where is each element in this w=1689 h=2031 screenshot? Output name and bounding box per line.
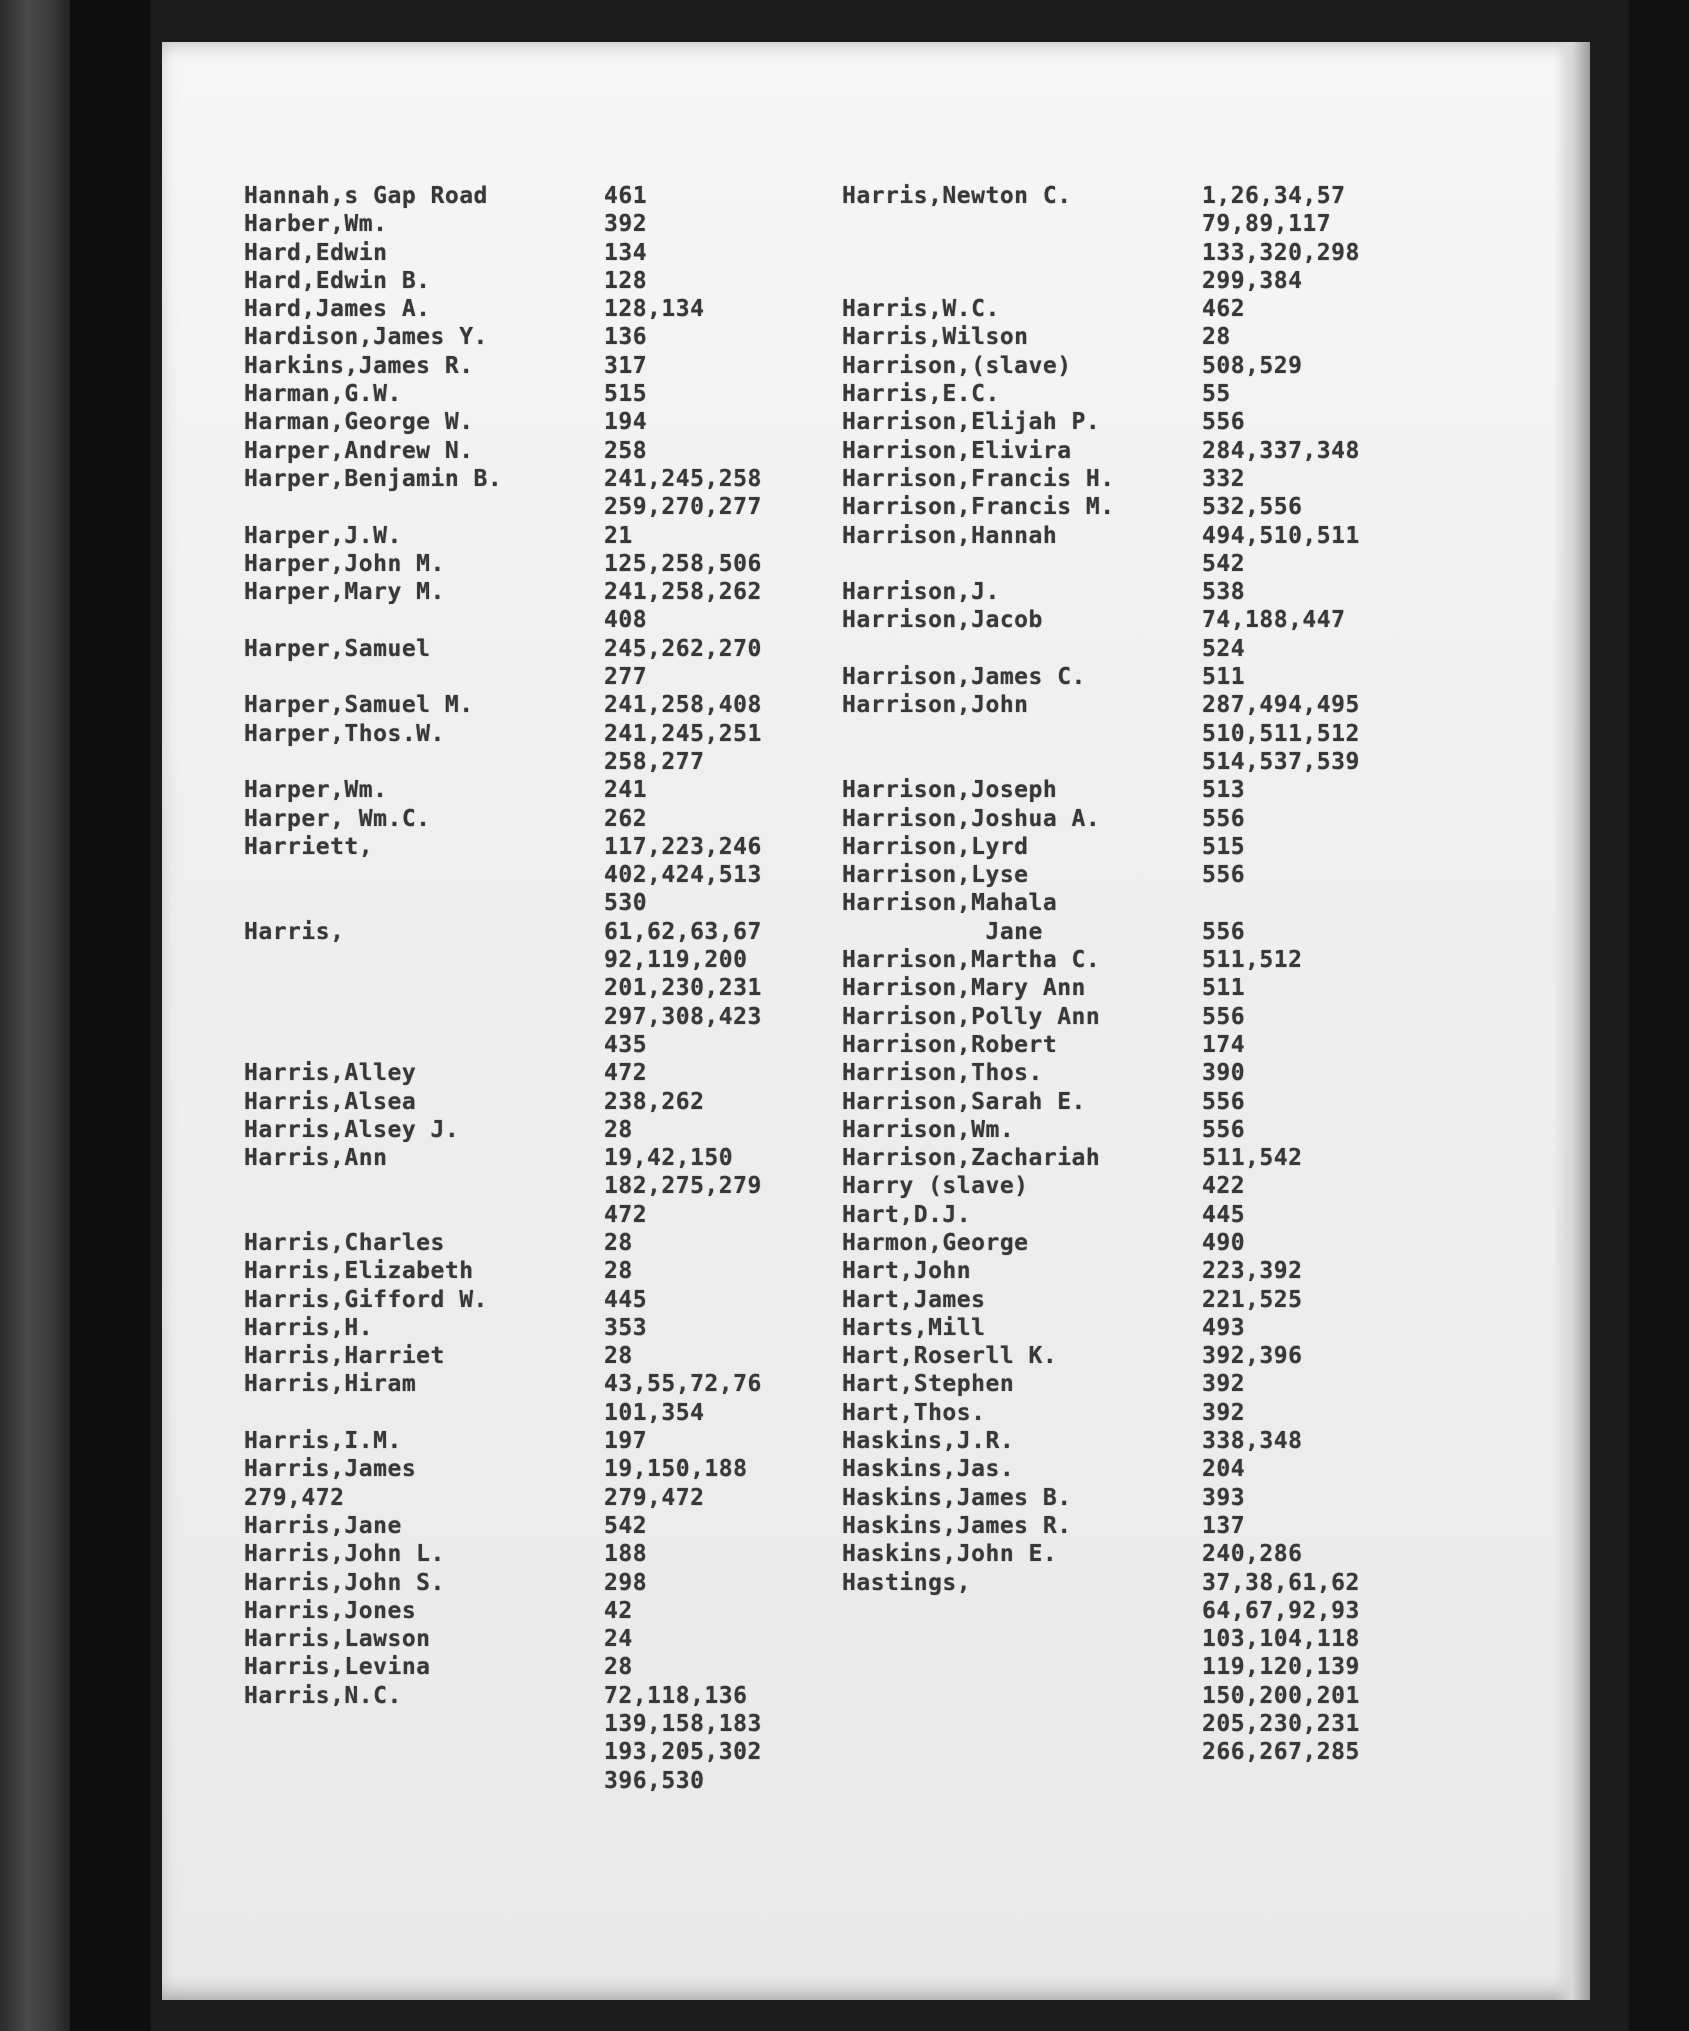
entry-pages: 174 [1202,1031,1246,1058]
entry-pages: 1,26,34,57 79,89,117 133,320,298 299,384 [1202,183,1360,294]
index-entry [842,493,1442,521]
index-entry [244,182,834,210]
entry-pages: 490 [1202,1229,1246,1256]
entry-pages: 493 [1202,1314,1246,1341]
entry-name: Harris,Elizabeth [244,1258,474,1285]
entry-pages: 494,510,511 542 [1202,522,1360,577]
entry-pages: 508,529 [1202,352,1303,379]
index-entry [842,323,1442,351]
entry-pages: 461 [604,183,648,209]
entry-pages: 197 [604,1428,648,1455]
entry-pages: 19,42,150 182,275,279 472 [604,1145,762,1228]
index-entry [842,1569,1442,1767]
entry-pages: 74,188,447 524 [1202,607,1346,662]
index-entry [244,1229,834,1257]
entry-pages: 194 [604,409,648,436]
index-entry [244,1314,834,1342]
index-entry [244,1540,834,1568]
entry-name: Harrison,Lyrd [842,833,1029,860]
entry-name: Harris,W.C. [842,296,1000,323]
entry-name: Harrison,J. [842,579,1000,606]
entry-pages: 42 [604,1597,633,1624]
entry-name: Hart,Thos. [842,1399,986,1426]
index-entry [244,1059,834,1087]
entry-pages: 128,134 [604,296,705,323]
entry-pages: 240,286 [1202,1541,1303,1568]
entry-pages: 241,258,262 408 [604,579,762,634]
index-entry [842,1427,1442,1455]
entry-name: Harper,Thos.W. [244,720,445,747]
index-entry [842,1201,1442,1229]
entry-name: Harrison,Joseph [842,777,1058,804]
entry-pages: 258 [604,437,648,464]
entry-pages: 72,118,136 139,158,183 193,205,302 396,530 [604,1682,762,1794]
entry-pages: 238,262 [604,1088,705,1115]
index-column-left [244,182,834,1795]
entry-pages: 61,62,63,67 92,119,200 201,230,231 297,308,423 435 [604,918,762,1058]
entry-name: Harrison,Francis M. [842,494,1115,521]
entry-pages: 353 [604,1314,648,1341]
index-entry [244,1144,834,1229]
index-entry [842,1455,1442,1483]
entry-name: Harris,Jones [244,1597,417,1624]
index-entry [842,465,1442,493]
entry-name: Harris,Alley [244,1060,417,1087]
entry-name: Harts,Mill [842,1314,986,1341]
entry-pages: 221,525 [1202,1286,1303,1313]
index-entry [244,1088,834,1116]
index-entry [244,295,834,323]
entry-name: Harriett, [244,833,374,860]
index-entry [842,776,1442,804]
index-entry [842,1116,1442,1144]
entry-name: Harris,Hiram [244,1371,417,1398]
entry-pages: 24 [604,1626,633,1653]
index-entry [842,1399,1442,1427]
index-entry [842,974,1442,1002]
entry-pages: 28 [604,1654,633,1681]
entry-pages: 511 [1202,664,1246,691]
entry-name: Harper, Wm.C. [244,805,431,832]
index-entry [842,1257,1442,1285]
entry-name: Haskins,J.R. [842,1428,1015,1455]
entry-name: Harrison,Joshua A. [842,805,1101,832]
entry-pages: 515 [1202,833,1246,860]
entry-pages: 28 [604,1116,633,1143]
entry-pages: 390 [1202,1060,1246,1087]
entry-pages: 37,38,61,62 64,67,92,93 103,104,118 119,120,139 150,200,201 205,230,231 266,267,285 [1202,1569,1360,1766]
index-entry [842,1286,1442,1314]
entry-name: Harrison,John [842,692,1029,719]
index-entry [842,1314,1442,1342]
entry-name: Harris,Alsea [244,1088,417,1115]
index-entry [244,522,834,550]
index-entry [244,352,834,380]
entry-pages: 556 [1202,1088,1246,1115]
entry-pages: 279,472 [604,1484,705,1511]
entry-name: Harris,Ann [244,1145,388,1172]
index-entry [244,408,834,436]
entry-name: Harper,Samuel M. [244,692,474,719]
index-entry [244,720,834,777]
entry-name: Harper,Mary M. [244,579,445,606]
entry-name: Harris,Harriet [244,1343,445,1370]
entry-name: Hart,D.J. [842,1201,972,1228]
entry-name: Harper,Wm. [244,777,388,804]
entry-pages: 556 [1202,409,1246,436]
entry-pages: 392 [1202,1399,1246,1426]
entry-pages: 298 [604,1569,648,1596]
entry-name: Harry (slave) [842,1173,1029,1200]
entry-name: Harrison,Elivira [842,437,1072,464]
entry-name: Harris,John L. [244,1541,445,1568]
entry-name: Harper,John M. [244,550,445,577]
entry-name: Haskins,John E. [842,1541,1058,1568]
index-entry [842,578,1442,606]
index-entry [244,691,834,719]
index-entry [842,1088,1442,1116]
index-entry [842,1172,1442,1200]
index-entry [842,1059,1442,1087]
entry-pages: 136 [604,324,648,351]
index-page [162,42,1590,2000]
entry-name: Harris,Wilson [842,324,1029,351]
entry-name: Hard,Edwin [244,239,388,266]
entry-pages: 332 [1202,465,1246,492]
index-entry [842,1370,1442,1398]
index-entry [244,1625,834,1653]
index-entry [244,833,834,918]
index-entry [244,1569,834,1597]
entry-name: Harris, [244,918,345,945]
entry-name: Harper,Benjamin B. [244,465,503,492]
entry-name: Haskins,Jas. [842,1456,1015,1483]
entry-pages: 538 [1202,579,1246,606]
entry-name: Hannah,s Gap Road [244,183,488,209]
index-entry [842,522,1442,579]
entry-pages: 262 [604,805,648,832]
entry-name: Harris,Gifford W. [244,1286,488,1313]
index-entry [244,1455,834,1483]
entry-name: Harris,Newton C. [842,183,1072,209]
index-entry [842,1540,1442,1568]
entry-name: Hart,John [842,1258,972,1285]
index-entry [244,1597,834,1625]
entry-name: Harrison,Elijah P. [842,409,1101,436]
index-entry [244,1370,834,1427]
entry-pages: 392 [604,211,648,238]
entry-name: Hard,Edwin B. [244,267,431,294]
entry-name: Harrison,Wm. [842,1116,1015,1143]
index-entry [244,1653,834,1681]
entry-pages: 472 [604,1060,648,1087]
entry-pages: 532,556 [1202,494,1303,521]
index-entry [842,833,1442,861]
index-entry [842,1342,1442,1370]
entry-pages: 19,150,188 [604,1456,748,1483]
entry-pages: 511 [1202,975,1246,1002]
entry-name: Harman,George W. [244,409,474,436]
index-entry [842,1484,1442,1512]
entry-pages: 241,245,258 259,270,277 [604,465,762,521]
index-entry [244,1286,834,1314]
entry-name: Harris,Lawson [244,1626,431,1653]
entry-pages: 422 [1202,1173,1246,1200]
entry-pages: 188 [604,1541,648,1568]
index-entry [842,1031,1442,1059]
entry-pages: 245,262,270 277 [604,635,762,691]
entry-pages: 21 [604,522,633,549]
entry-name: Harrison,Mary Ann [842,975,1086,1002]
index-entry [244,323,834,351]
entry-name: Hardison,James Y. [244,324,488,351]
index-entry [842,1229,1442,1257]
entry-name: Harper,J.W. [244,522,402,549]
entry-name: Harris,Alsey J. [244,1116,460,1143]
entry-name: Harrison,(slave) [842,352,1072,379]
index-entry [244,1116,834,1144]
index-entry [244,918,834,1059]
entry-name: Harper,Samuel [244,635,431,662]
entry-name: Harris,N.C. [244,1682,402,1709]
entry-pages: 28 [604,1229,633,1256]
entry-pages: 392 [1202,1371,1246,1398]
entry-name: Harber,Wm. [244,211,388,238]
entry-name: Harman,G.W. [244,381,402,408]
entry-pages: 513 [1202,777,1246,804]
index-entry [244,465,834,522]
entry-name: Hart,Roserll K. [842,1343,1058,1370]
page-curl [1554,42,1590,2000]
entry-name: Harrison,Lyse [842,862,1029,889]
entry-pages: 128 [604,267,648,294]
index-column-right [842,182,1442,1767]
index-entry [244,776,834,804]
entry-pages: 542 [604,1512,648,1539]
entry-pages: 462 [1202,296,1246,323]
entry-name: Harrison,Polly Ann [842,1003,1101,1030]
index-entry [244,437,834,465]
entry-name: Harrison,Martha C. [842,947,1101,974]
entry-name: 279,472 [244,1484,345,1511]
entry-pages: 511,542 [1202,1145,1303,1172]
entry-name: Harrison,Jacob [842,607,1043,634]
index-entry [244,1427,834,1455]
entry-pages: 556 [1202,805,1246,832]
index-entry [842,691,1442,776]
entry-pages: 445 [1202,1201,1246,1228]
entry-pages: 393 [1202,1484,1246,1511]
entry-name: Hart,James [842,1286,986,1313]
index-entry [842,606,1442,663]
entry-name: Haskins,James B. [842,1484,1072,1511]
entry-name: Harris,Levina [244,1654,431,1681]
entry-pages: 55 [1202,381,1231,408]
entry-pages: 317 [604,352,648,379]
index-entry [244,1257,834,1285]
entry-pages: 28 [604,1258,633,1285]
index-entry [842,380,1442,408]
entry-name: Harkins,James R. [244,352,474,379]
entry-name: Harrison,Thos. [842,1060,1043,1087]
entry-pages: 445 [604,1286,648,1313]
background-edge [1629,0,1689,2031]
index-entry [842,946,1442,974]
index-entry [842,889,1442,946]
entry-pages: 392,396 [1202,1343,1303,1370]
index-entry [244,267,834,295]
entry-pages: 556 [1202,862,1246,889]
index-entry [244,550,834,578]
entry-pages: 28 [1202,324,1231,351]
entry-pages: 28 [604,1343,633,1370]
index-entry [842,295,1442,323]
entry-pages: 556 [1202,1116,1246,1143]
entry-pages: 223,392 [1202,1258,1303,1285]
entry-name: Harrison,Mahala Jane [842,890,1058,945]
index-entry [842,182,1442,295]
entry-pages: 338,348 [1202,1428,1303,1455]
index-entry [842,663,1442,691]
entry-name: Harris,James [244,1456,417,1483]
index-entry [244,1512,834,1540]
index-entry [244,805,834,833]
entry-name: Harper,Andrew N. [244,437,474,464]
entry-pages: 241 [604,777,648,804]
entry-name: Harris,H. [244,1314,374,1341]
index-entry [842,861,1442,889]
index-entry [244,1484,834,1512]
entry-name: Harris,John S. [244,1569,445,1596]
entry-pages: 515 [604,381,648,408]
index-entry [842,1144,1442,1172]
entry-name: Harrison,Zachariah [842,1145,1101,1172]
index-entry [244,210,834,238]
entry-name: Harrison,James C. [842,664,1086,691]
binder-edge [0,0,70,2031]
entry-name: Hastings, [842,1569,972,1596]
entry-name: Harris,Jane [244,1512,402,1539]
entry-name: Harrison,Francis H. [842,465,1115,492]
entry-pages: 134 [604,239,648,266]
index-entry [842,805,1442,833]
index-entry [842,1512,1442,1540]
entry-pages: 556 [1202,918,1246,945]
entry-name: Hard,James A. [244,296,431,323]
index-entry [244,578,834,635]
index-entry [244,635,834,692]
index-entry [842,352,1442,380]
entry-pages: 125,258,506 [604,550,762,577]
entry-pages: 137 [1202,1512,1246,1539]
entry-name: Harris,I.M. [244,1428,402,1455]
entry-pages: 556 [1202,1003,1246,1030]
entry-name: Harmon,George [842,1229,1029,1256]
entry-name: Haskins,James R. [842,1512,1072,1539]
entry-pages: 204 [1202,1456,1246,1483]
index-entry [244,1682,834,1795]
entry-pages: 117,223,246 402,424,513 530 [604,833,762,917]
entry-name: Harris,Charles [244,1229,445,1256]
entry-pages: 287,494,495 510,511,512 514,537,539 [1202,692,1360,775]
index-entry [244,1342,834,1370]
index-entry [244,380,834,408]
entry-name: Harris,E.C. [842,381,1000,408]
entry-name: Harrison,Robert [842,1031,1058,1058]
index-entry [842,437,1442,465]
entry-pages: 511,512 [1202,947,1303,974]
entry-pages: 241,258,408 [604,692,762,719]
entry-pages: 241,245,251 258,277 [604,720,762,775]
binder-gutter [70,0,150,2031]
entry-pages: 43,55,72,76 101,354 [604,1371,762,1426]
index-entry [842,408,1442,436]
index-entry [842,1003,1442,1031]
entry-name: Hart,Stephen [842,1371,1015,1398]
entry-name: Harrison,Hannah [842,522,1058,549]
entry-name: Harrison,Sarah E. [842,1088,1086,1115]
index-entry [244,239,834,267]
entry-pages: 284,337,348 [1202,437,1360,464]
